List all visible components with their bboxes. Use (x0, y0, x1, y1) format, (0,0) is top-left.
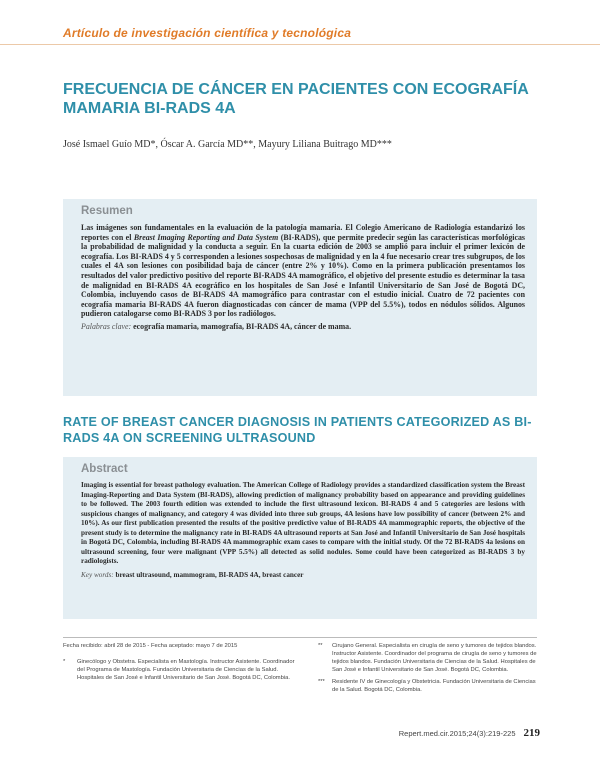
page-number: 219 (523, 727, 540, 739)
article-title-es: FRECUENCIA DE CÁNCER EN PACIENTES CON ECOGRAFÍA MAMARIA BI-RADS 4A (63, 81, 529, 117)
section-label: Artículo de investigación científica y tecnológica (63, 26, 352, 40)
article-title-en: RATE OF BREAST CANCER DIAGNOSIS IN PATIENTS CATEGORIZED AS BI-RADS 4A ON SCREENING ULTRASOUND (63, 415, 532, 445)
resumen-heading: Resumen (81, 205, 133, 217)
footnote-text: Ginecólogo y Obstetra. Especialista en Mastología. Instructor Asistente. Coordinador del Programa de Mastología. Fundación Universitaria de Ciencias de la Salud. Hospitales de San José e Infantil Universitario de San José. Bogotá DC, Colombia. (77, 659, 295, 681)
journal-citation: Repert.med.cir.2015;24(3):219-225 (398, 729, 516, 738)
abstract-box (63, 457, 537, 619)
keywords-label: Palabras clave: (81, 321, 132, 331)
resumen-text-italic: Breast Imaging Reporting and Data System (133, 232, 279, 242)
keywords-label: Key words: (81, 570, 114, 579)
keywords-value: ecografía mamaria, mamografía, BI-RADS 4A, cáncer de mama. (131, 321, 352, 331)
footnote-divider (63, 637, 537, 638)
abstract-keywords (81, 570, 525, 580)
page-footer (360, 727, 540, 739)
abstract-heading: Abstract (81, 463, 128, 475)
footnote-mark: ** (318, 643, 323, 649)
keywords-value: breast ultrasound, mammogram, BI-RADS 4A, breast cancer (113, 570, 304, 579)
resumen-text-1: Las imágenes son fundamentales en la evaluación de la patología mamaria. El Colegio Americano de Radiología estandarizó los reportes con el (81, 223, 525, 242)
footnote-column-right (318, 642, 540, 698)
footnote-text: Residente IV de Ginecología y Obstetricia. Fundación Universitaria de Ciencias de la Salud. Bogotá DC, Colombia. (332, 679, 536, 693)
resumen-keywords (81, 322, 525, 332)
author-list: José Ismael Guío MD*, Óscar A. García MD**, Mayury Liliana Buitrago MD*** (63, 139, 392, 150)
resumen-text-2: (BI-RADS), que permite predecir según las características morfológicas la probabilidad de malignidad y la conducta a seguir. En la cuarta edición de 2003 se amplió para incluir el primer lexicón de ecografía. Los BI-RADS 4 y 5 corresponden a lesiones sospechosas de malignidad y en la 4 fue necesario crear tres subgrupos, de los cuales el 4A son lesiones con posibilidad baja de cáncer (entre 2% y 10%). Como en la primera publicación presentamos los resultados del valor predictivo positivo del reporte BI-RADS 4A mamográfico, el objetivo del presente estudio es determinar la tasa de malignidad en BI-RADS 4A ecográfico en los hospitales de San José e Infantil Universitario de San José de Bogotá DC, Colombia, incluyendo casos de BI-RADS 4A mamográfico para contrastar con el estudio inicial. Cuatro de 72 pacientes con ecografía mamaria BI-RADS 4A fueron diagnosticadas con cáncer de mama (VPP del 5.5%), todos en nódulos sólidos. Algunos pudieron catalogarse como BI-RADS 3 por los radiólogos. (81, 232, 525, 319)
footnote-item (63, 658, 303, 682)
abstract-body: Imaging is essential for breast pathology evaluation. The American College of Radiology provides a standardized classification system the Breast Imaging-Reporting and Data System (BI-RADS), allowing prediction of malignancy probability based on appearance and providing guidelines to be followed. The 2003 fourth edition was extended to include the first ultrasound lexicon. BI-RADS 4 and 5 categories are lesions with suspicious changes of malignancy, and category 4 was divided into three sub groups, 4A lesions have low possibility of cancer (between 2% and 10%). As our first publication presented the results of the positive predictive value of BI-RADS 4A mammographic reports, the objective of the present study is to determine the malignancy rate in BI-RADS 4A ultrasound reports at San José and Infantil Universitario de San José hospitals in Bogotá DC, Colombia, including BI-RADS 4A mammographic exam cases to compare with the initial study. Of the 72 BI-RADS 4a lesions on ultrasound screening, four were malignant (VPP 5.5%) all detected as solid nodules. Some could have been categorized as BI-RADS 3 by radiologists. (81, 481, 525, 565)
footnote-mark: * (63, 659, 66, 665)
footnote-item (318, 678, 540, 694)
footnote-column-left (63, 658, 303, 686)
dates-note: Fecha recibido: abril 28 de 2015 - Fecha aceptado: mayo 7 de 2015 (63, 643, 238, 649)
resumen-box (63, 199, 537, 396)
footnote-text: Cirujano General. Especialista en cirugía de seno y tumores de tejidos blandos. Instructor Asistente. Coordinador del programa de cirugía de seno y tumores de tejidos blandos. Fundación Universitaria de Ciencias de la Salud. Hospitales de San José e Infantil Universitario de San José. Bogotá DC, Colombia. (332, 643, 537, 673)
resumen-body (81, 223, 525, 319)
footnote-item (318, 642, 540, 674)
footnote-mark: *** (318, 679, 325, 685)
